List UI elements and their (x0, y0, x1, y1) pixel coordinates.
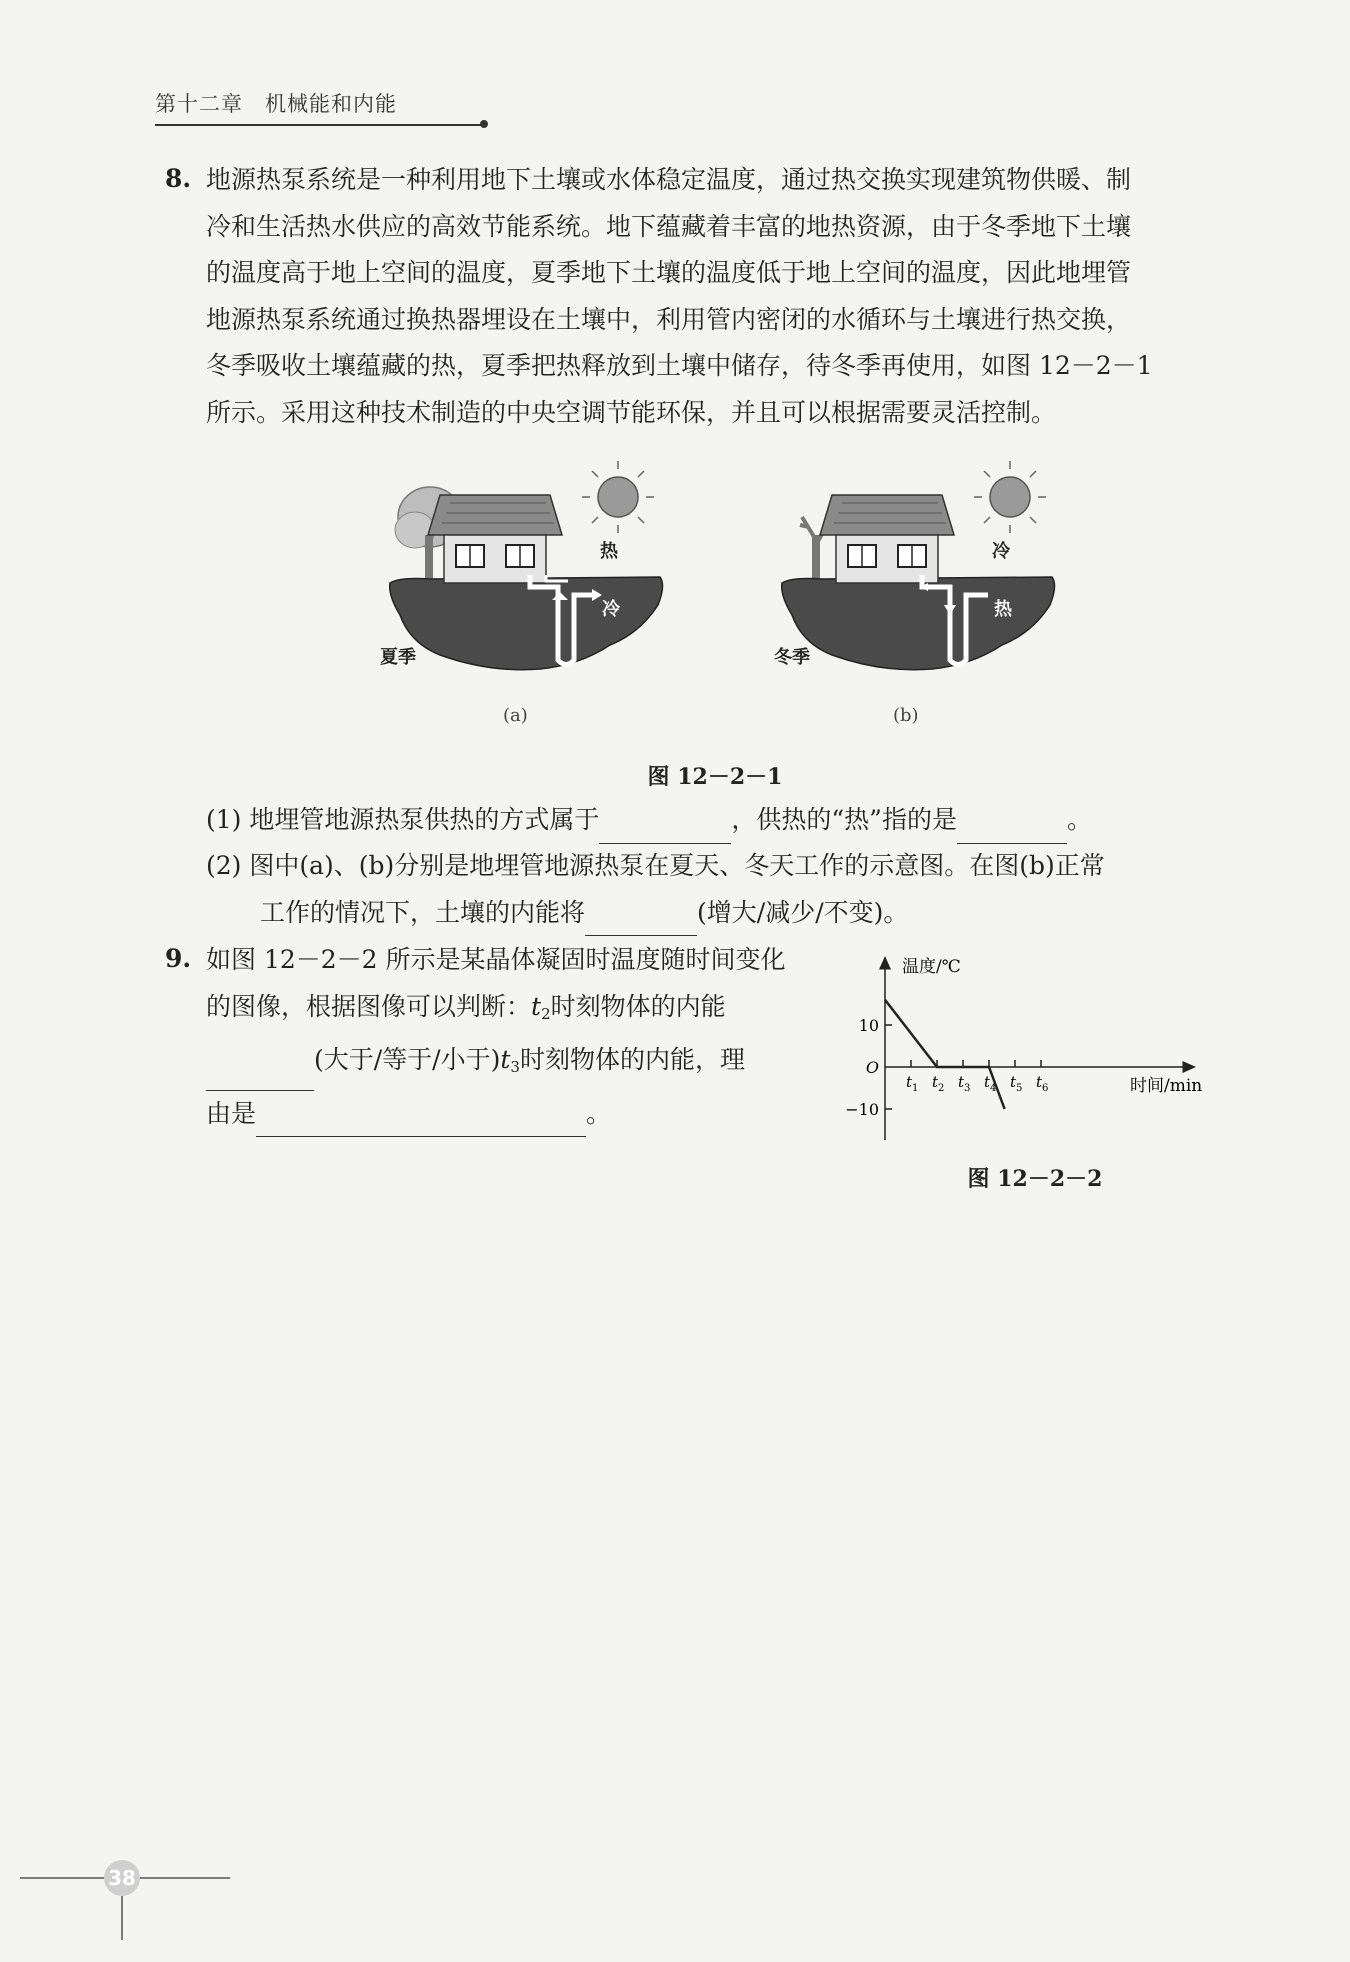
air-label: 热 (600, 541, 618, 562)
temperature-time-chart (840, 950, 1240, 1150)
period: 。 (586, 1098, 612, 1128)
question-9-number: 9. (165, 944, 192, 973)
figure-caption: 图 12－2－1 (647, 764, 783, 790)
question-9-text (206, 937, 826, 1137)
q9-text: 由是 (206, 1098, 257, 1128)
y-tick-label: 10 (858, 1016, 879, 1035)
figure-winter-heat-pump (762, 455, 1082, 685)
page-number: 38 (108, 1866, 136, 1890)
season-label: 夏季 (380, 647, 416, 668)
t2-symbol: t (531, 991, 542, 1021)
header-dot (480, 120, 488, 128)
question-8-text (206, 157, 1224, 436)
part-number: (2) (206, 851, 242, 880)
header-rule (155, 124, 485, 126)
q8-line: 冬季吸收土壤蕴藏的热，夏季把热释放到土壤中储存，待冬季再使用，如图 12－2－1 (206, 351, 1153, 380)
question-8-part-1 (206, 797, 1092, 844)
page-header (155, 88, 397, 118)
x-tick-label: $t_6$ (1036, 1073, 1049, 1094)
q9-text: 的图像，根据图像可以判断： (206, 991, 532, 1021)
part-text: 地埋管地源热泵供热的方式属于 (249, 805, 600, 834)
y-axis-label: 温度/℃ (902, 957, 961, 977)
x-axis-label: 时间/min (1130, 1076, 1203, 1096)
q8-line: 的温度高于地上空间的温度，夏季地下土壤的温度低于地上空间的温度，因此地埋管 (206, 258, 1132, 287)
figure-summer-heat-pump (370, 455, 690, 685)
t3-subscript: 3 (510, 1058, 520, 1076)
q9-text: 时刻物体的内能，理 (519, 1045, 745, 1074)
q9-text: (大于/等于/小于) (314, 1045, 501, 1074)
q9-line: 如图 12－2－2 所示是某晶体凝固时温度随时间变化 (206, 945, 786, 974)
series-line (885, 1000, 1005, 1109)
air-label: 冷 (992, 541, 1010, 562)
y-tick-label: O (865, 1058, 879, 1077)
season-label: 冬季 (774, 647, 810, 668)
page-footer (20, 1860, 240, 1940)
q9-text: 时刻物体的内能 (550, 991, 726, 1021)
q8-line: 冷和生活热水供应的高效节能系统。地下蕴藏着丰富的地热资源，由于冬季地下土壤 (206, 211, 1132, 241)
soil-label: 冷 (602, 599, 620, 620)
y-tick-label: −10 (845, 1100, 879, 1119)
answer-blank[interactable] (585, 907, 697, 936)
question-8-number: 8. (165, 164, 192, 193)
q8-line: 所示。采用这种技术制造的中央空调节能环保，并且可以根据需要灵活控制。 (206, 397, 1057, 427)
t2-subscript: 2 (541, 1004, 551, 1023)
x-tick-label: $t_5$ (1010, 1073, 1023, 1094)
chapter-title: 机械能和内能 (265, 92, 397, 116)
question-8-part-2 (206, 843, 1105, 936)
answer-blank[interactable] (256, 1108, 586, 1137)
x-tick-label: $t_1$ (906, 1073, 919, 1094)
t3-symbol: t (500, 1045, 511, 1074)
answer-blank[interactable] (599, 815, 731, 844)
q8-line: 地源热泵系统是一种利用地下土壤或水体稳定温度，通过热交换实现建筑物供暖、制 (206, 165, 1132, 194)
part-number: (1) (206, 805, 242, 834)
figure-a-label: (a) (503, 705, 528, 726)
figure-b-label: (b) (893, 705, 919, 726)
chapter-number: 第十二章 (155, 92, 243, 116)
period: 。 (1066, 805, 1092, 834)
part-text: 工作的情况下，土壤的内能将 (260, 897, 586, 927)
x-tick-label: $t_4$ (984, 1073, 997, 1094)
answer-blank[interactable] (957, 815, 1067, 844)
answer-blank[interactable] (206, 1062, 314, 1091)
x-tick-label: $t_3$ (958, 1073, 971, 1094)
part-text: (增大/减少/不变)。 (697, 897, 909, 927)
q8-line: 地源热泵系统通过换热器埋设在土壤中，利用管内密闭的水循环与土壤进行热交换， (206, 304, 1132, 334)
chart-caption: 图 12－2－2 (967, 1166, 1103, 1192)
part-text: 图中(a)、(b)分别是地埋管地源热泵在夏天、冬天工作的示意图。在图(b)正常 (249, 851, 1105, 880)
x-tick-label: $t_2$ (932, 1073, 945, 1094)
soil-label: 热 (994, 599, 1012, 620)
part-text: ，供热的“热”指的是 (731, 805, 957, 834)
